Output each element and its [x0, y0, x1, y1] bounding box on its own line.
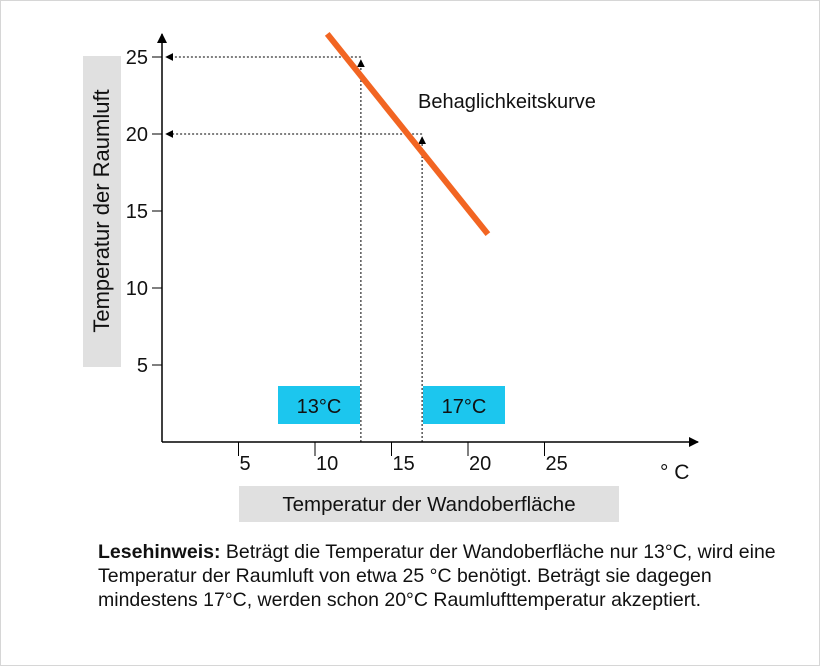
x-tick-label: 10 [316, 453, 339, 475]
y-tick-label: 25 [125, 47, 148, 69]
x-tick-label: 5 [239, 453, 251, 475]
y-tick-label: 20 [125, 124, 148, 146]
marker-label-17: 17°C [441, 396, 487, 418]
y-tick-label: 5 [136, 355, 148, 377]
x-tick-label: 15 [392, 453, 415, 475]
reading-note-text: Beträgt die Temperatur der Wandoberfläche nur 13°C, wird eine Temperatur der Raumluft von etwa 25 °C benötigt. Beträgt sie dagegen mindestens 17°C, werden schon 20°C Raumlufttemperatur akzeptiert. [98, 541, 776, 611]
reading-note [98, 540, 778, 612]
series-layer [327, 34, 596, 234]
marker-label-13: 13°C [296, 396, 342, 418]
reference-lines [166, 57, 422, 442]
reading-note-heading: Lesehinweis: [98, 541, 221, 563]
x-tick-label: 20 [469, 453, 492, 475]
series-label: Behaglichkeitskurve [418, 91, 596, 113]
x-axis-title: Temperatur der Wandoberfläche [282, 493, 576, 516]
x-tick-label: 25 [545, 453, 568, 475]
x-axis-unit: ° C [660, 461, 690, 484]
y-axis-title: Temperatur der Raumluft [89, 89, 114, 333]
y-tick-label: 15 [125, 201, 148, 223]
series-line [327, 34, 488, 234]
y-tick-label: 10 [125, 278, 148, 300]
